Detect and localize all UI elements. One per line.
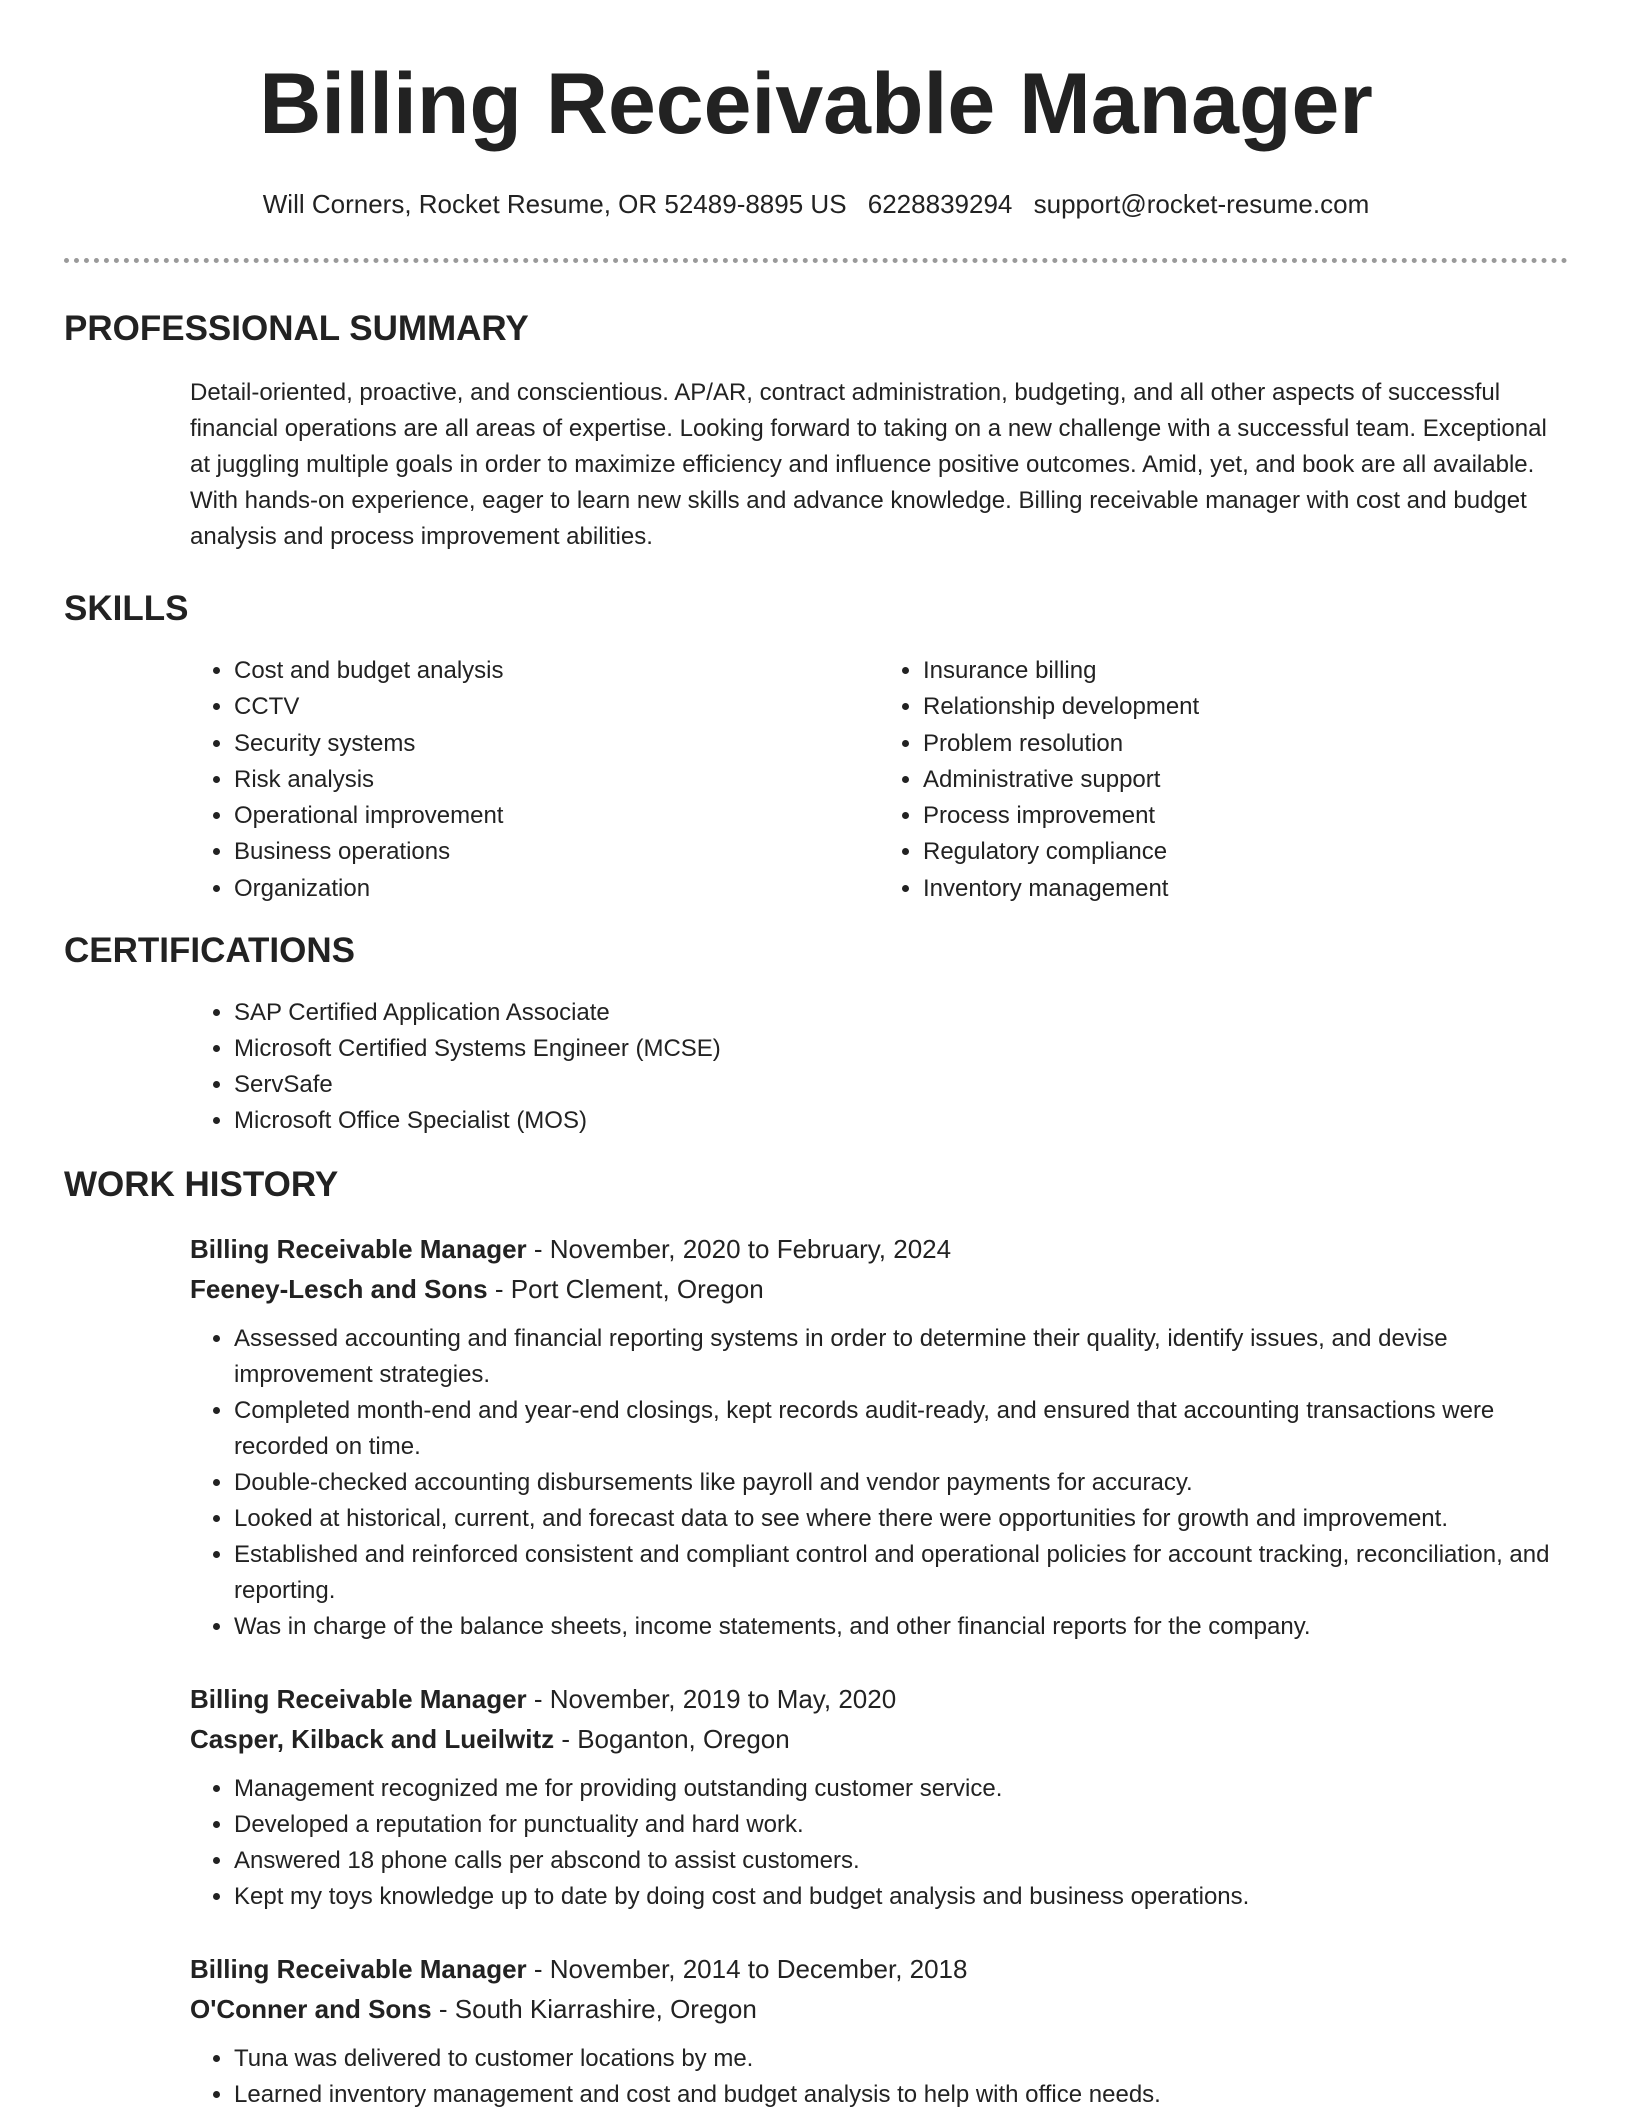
- work-history-section: [64, 1165, 1568, 2113]
- certification-item: • ServSafe: [234, 1067, 1568, 1103]
- job-bullet: • Looked at historical, current, and forecast data to see where there were opportunities for growth and improvement.: [234, 1501, 1568, 1537]
- certifications-section: [64, 931, 1568, 1139]
- job-title-line: [190, 1679, 1568, 1719]
- job-role: Billing Receivable Manager: [190, 1684, 527, 1715]
- skill-item: • Risk analysis: [234, 762, 879, 798]
- skill-item: • Process improvement: [923, 798, 1568, 834]
- skill-item: • Organization: [234, 871, 879, 907]
- skill-item: • Relationship development: [923, 689, 1568, 725]
- skill-item: • Security systems: [234, 726, 879, 762]
- skills-right-list: [879, 653, 1568, 907]
- skills-section: [64, 589, 1568, 907]
- header-divider: [64, 258, 1568, 263]
- job-bullet: • Developed a reputation for punctuality and hard work.: [234, 1807, 1568, 1843]
- summary-text: Detail-oriented, proactive, and conscientious. AP/AR, contract administration, budgeting, and all other aspects of successful financial operations are all areas of expertise. Looking forward to taking on a new challenge with a successful team. Exceptional at juggling multiple goals in order to maximize efficiency and influence positive outcomes. Amid, yet, and book are all available. With hands-on experience, eager to learn new skills and advance knowledge. Billing receivable manager with cost and budget analysis and process improvement abilities.: [190, 379, 1547, 550]
- job-title-line: [190, 1229, 1568, 1269]
- job-title-line: [190, 1949, 1568, 1989]
- skill-item: • CCTV: [234, 689, 879, 725]
- job-bullet: • Double-checked accounting disbursements like payroll and vendor payments for accuracy.: [234, 1465, 1568, 1501]
- job-dates: - November, 2014 to December, 2018: [526, 1954, 968, 1985]
- contact-info: [64, 188, 1568, 220]
- job-bullet: • Assessed accounting and financial reporting systems in order to determine their quality, identify issues, and devise improvement strategies.: [234, 1321, 1568, 1393]
- certifications-list: [190, 995, 1568, 1139]
- skill-item: • Insurance billing: [923, 653, 1568, 689]
- job-company-line: [190, 1719, 1568, 1759]
- job-bullet: • Management recognized me for providing outstanding customer service.: [234, 1771, 1568, 1807]
- job-location: - Boganton, Oregon: [554, 1724, 790, 1755]
- certification-item: • Microsoft Certified Systems Engineer (MCSE): [234, 1031, 1568, 1067]
- skill-item: • Operational improvement: [234, 798, 879, 834]
- job-entry: [190, 1229, 1568, 1645]
- job-entry: [190, 1679, 1568, 1915]
- job-company: Feeney-Lesch and Sons: [190, 1274, 488, 1305]
- job-dates: - November, 2020 to February, 2024: [526, 1234, 952, 1265]
- contact-address: Will Corners, Rocket Resume, OR 52489-8895 US: [262, 189, 847, 219]
- work-history-title: WORK HISTORY: [64, 1165, 339, 1205]
- job-bullet: • Learned inventory management and cost and budget analysis to help with office needs.: [234, 2077, 1568, 2113]
- job-bullets: [190, 1321, 1568, 1645]
- job-company: Casper, Kilback and Lueilwitz: [190, 1724, 555, 1755]
- summary-title: PROFESSIONAL SUMMARY: [64, 309, 529, 348]
- job-dates: - November, 2019 to May, 2020: [526, 1684, 897, 1715]
- summary-section: [64, 309, 1568, 555]
- job-bullets: [190, 1771, 1568, 1915]
- skill-item: • Problem resolution: [923, 726, 1568, 762]
- skill-item: • Regulatory compliance: [923, 834, 1568, 870]
- job-bullets: [190, 2041, 1568, 2113]
- skill-item: • Administrative support: [923, 762, 1568, 798]
- job-bullet: • Kept my toys knowledge up to date by doing cost and budget analysis and business operations.: [234, 1879, 1568, 1915]
- job-bullet: • Tuna was delivered to customer locations by me.: [234, 2041, 1568, 2077]
- skills-left-list: [190, 653, 879, 907]
- skill-item: • Business operations: [234, 834, 879, 870]
- job-location: - South Kiarrashire, Oregon: [431, 1994, 757, 2025]
- contact-email: support@rocket-resume.com: [1033, 189, 1370, 219]
- job-entry: [190, 1949, 1568, 2113]
- job-bullet: • Completed month-end and year-end closings, kept records audit-ready, and ensured that accounting transactions were recorded on time.: [234, 1393, 1568, 1465]
- skill-item: • Cost and budget analysis: [234, 653, 879, 689]
- certification-item: • Microsoft Office Specialist (MOS): [234, 1103, 1568, 1139]
- job-bullet: • Answered 18 phone calls per abscond to assist customers.: [234, 1843, 1568, 1879]
- certification-item: • SAP Certified Application Associate: [234, 995, 1568, 1031]
- skill-item: • Inventory management: [923, 871, 1568, 907]
- contact-phone: 6228839294: [867, 189, 1013, 219]
- job-role: Billing Receivable Manager: [190, 1234, 527, 1265]
- job-company-line: [190, 1989, 1568, 2029]
- skills-title: SKILLS: [64, 589, 189, 628]
- skills-columns: [190, 653, 1568, 907]
- job-bullet: • Was in charge of the balance sheets, income statements, and other financial reports for the company.: [234, 1609, 1568, 1645]
- certifications-title: CERTIFICATIONS: [64, 931, 356, 971]
- job-company-line: [190, 1269, 1568, 1309]
- job-bullet: • Established and reinforced consistent and compliant control and operational policies for account tracking, reconciliation, and reporting.: [234, 1537, 1568, 1609]
- job-location: - Port Clement, Oregon: [487, 1274, 764, 1305]
- job-company: O'Conner and Sons: [190, 1994, 432, 2025]
- resume-name: Billing Receivable Manager: [259, 56, 1373, 152]
- job-role: Billing Receivable Manager: [190, 1954, 527, 1985]
